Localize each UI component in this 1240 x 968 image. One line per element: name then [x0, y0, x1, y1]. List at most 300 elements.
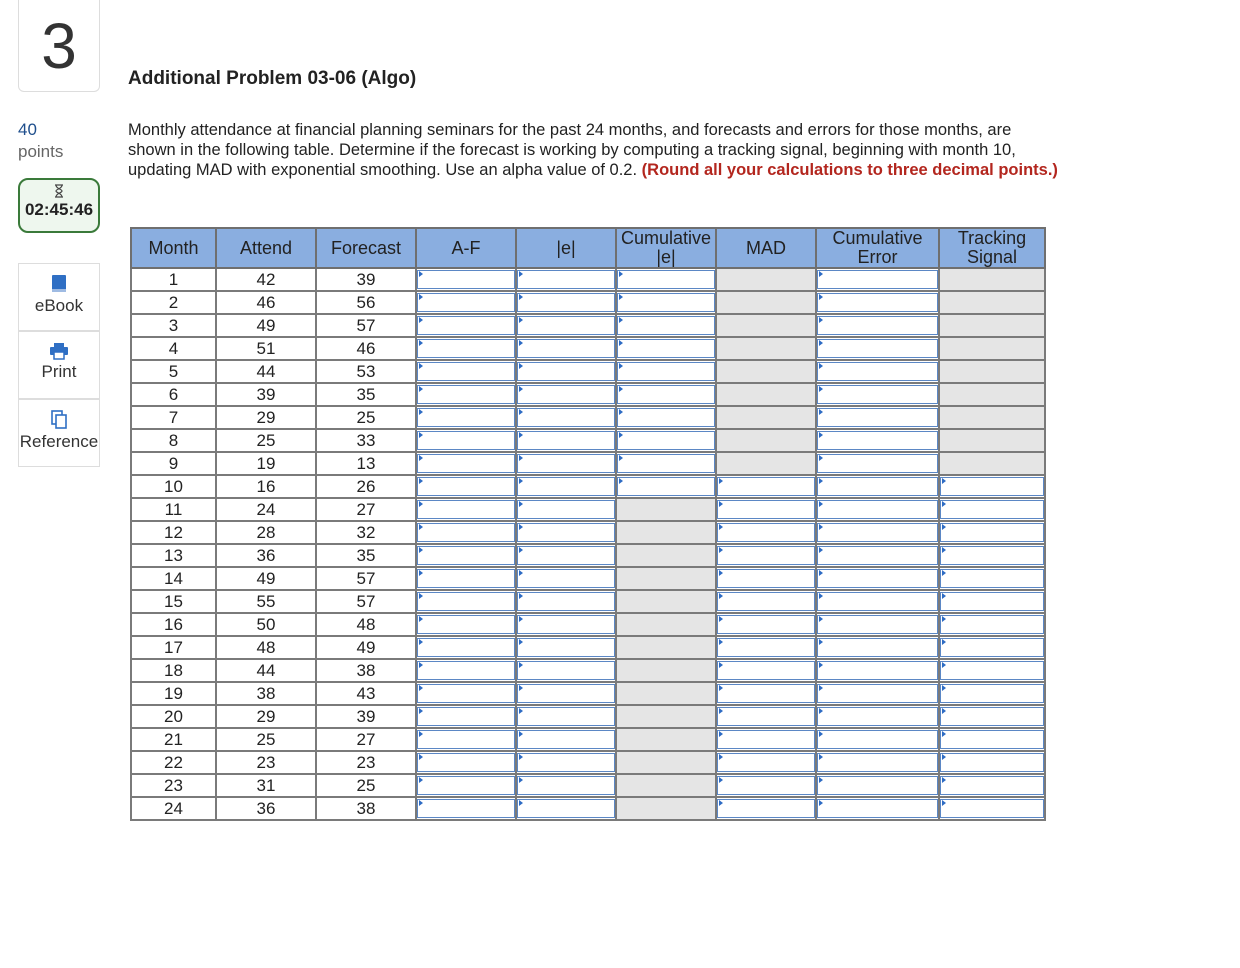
- cell-attend: 44: [216, 360, 316, 383]
- cumulative-error-input[interactable]: [817, 661, 938, 680]
- abs-error-input[interactable]: [517, 339, 615, 358]
- cumulative-error-input[interactable]: [817, 339, 938, 358]
- cumulative-error-input[interactable]: [817, 615, 938, 634]
- table-row: [131, 797, 1045, 820]
- input-cell: [616, 360, 716, 383]
- table-row: [131, 567, 1045, 590]
- a-f-input[interactable]: [417, 638, 515, 657]
- cell-month: 14: [131, 567, 216, 590]
- input-cell: [416, 751, 516, 774]
- cell-forecast: 25: [316, 774, 416, 797]
- a-f-input[interactable]: [417, 799, 515, 818]
- cell-month: 7: [131, 406, 216, 429]
- abs-error-input[interactable]: [517, 362, 615, 381]
- a-f-input[interactable]: [417, 385, 515, 404]
- input-cell: [816, 705, 939, 728]
- a-f-input[interactable]: [417, 431, 515, 450]
- tracking-signal-input[interactable]: [940, 638, 1044, 657]
- input-cell: [516, 751, 616, 774]
- a-f-input[interactable]: [417, 615, 515, 634]
- cell-forecast: 35: [316, 544, 416, 567]
- abs-error-input[interactable]: [517, 615, 615, 634]
- abs-error-input[interactable]: [517, 753, 615, 772]
- input-cell: [816, 751, 939, 774]
- input-cell: [716, 636, 816, 659]
- tracking-signal-input[interactable]: [940, 523, 1044, 542]
- input-cell: [416, 268, 516, 291]
- cell-forecast: 38: [316, 659, 416, 682]
- cumulative-abs-error-input[interactable]: [617, 362, 715, 381]
- abs-error-input[interactable]: [517, 316, 615, 335]
- cumulative-error-input[interactable]: [817, 408, 938, 427]
- disabled-cell: [616, 705, 716, 728]
- input-cell: [416, 682, 516, 705]
- abs-error-input[interactable]: [517, 661, 615, 680]
- abs-error-input[interactable]: [517, 592, 615, 611]
- a-f-input[interactable]: [417, 546, 515, 565]
- cell-attend: 29: [216, 705, 316, 728]
- abs-error-input[interactable]: [517, 638, 615, 657]
- reference-button[interactable]: [18, 399, 100, 467]
- ebook-button[interactable]: [18, 263, 100, 331]
- input-cell: [716, 728, 816, 751]
- tracking-signal-input[interactable]: [940, 661, 1044, 680]
- cumulative-error-input[interactable]: [817, 753, 938, 772]
- input-cell: [816, 659, 939, 682]
- cell-forecast: 33: [316, 429, 416, 452]
- cell-forecast: 23: [316, 751, 416, 774]
- disabled-cell: [716, 314, 816, 337]
- cell-forecast: 43: [316, 682, 416, 705]
- a-f-input[interactable]: [417, 776, 515, 795]
- tracking-signal-input[interactable]: [940, 707, 1044, 726]
- table-row: [131, 383, 1045, 406]
- tracking-signal-input[interactable]: [940, 569, 1044, 588]
- a-f-input[interactable]: [417, 408, 515, 427]
- abs-error-input[interactable]: [517, 385, 615, 404]
- input-cell: [939, 544, 1045, 567]
- cell-attend: 36: [216, 797, 316, 820]
- input-cell: [516, 682, 616, 705]
- cumulative-error-input[interactable]: [817, 477, 938, 496]
- cell-month: 6: [131, 383, 216, 406]
- a-f-input[interactable]: [417, 454, 515, 473]
- timer: [18, 178, 100, 233]
- tracking-signal-input[interactable]: [940, 592, 1044, 611]
- input-cell: [416, 567, 516, 590]
- tracking-signal-input[interactable]: [940, 546, 1044, 565]
- input-cell: [616, 337, 716, 360]
- input-cell: [716, 590, 816, 613]
- disabled-cell: [616, 636, 716, 659]
- reference-label: Reference: [19, 432, 99, 451]
- cell-forecast: 57: [316, 314, 416, 337]
- cell-attend: 48: [216, 636, 316, 659]
- mad-input[interactable]: [717, 477, 815, 496]
- cumulative-error-input[interactable]: [817, 684, 938, 703]
- abs-error-input[interactable]: [517, 684, 615, 703]
- input-cell: [516, 360, 616, 383]
- input-cell: [616, 314, 716, 337]
- input-cell: [416, 360, 516, 383]
- input-cell: [516, 314, 616, 337]
- disabled-cell: [939, 337, 1045, 360]
- rounding-instruction: (Round all your calculations to three decimal points.): [641, 161, 1058, 179]
- input-cell: [516, 613, 616, 636]
- table-row: [131, 705, 1045, 728]
- input-cell: [416, 521, 516, 544]
- abs-error-input[interactable]: [517, 546, 615, 565]
- input-cell: [816, 498, 939, 521]
- input-cell: [939, 797, 1045, 820]
- input-cell: [416, 475, 516, 498]
- input-cell: [716, 567, 816, 590]
- question-number: 3: [18, 0, 100, 92]
- header-abs-error: |e|: [516, 228, 616, 268]
- a-f-input[interactable]: [417, 293, 515, 312]
- cell-month: 16: [131, 613, 216, 636]
- cell-month: 12: [131, 521, 216, 544]
- input-cell: [939, 590, 1045, 613]
- cumulative-abs-error-input[interactable]: [617, 454, 715, 473]
- a-f-input[interactable]: [417, 316, 515, 335]
- input-cell: [816, 728, 939, 751]
- cumulative-abs-error-input[interactable]: [617, 339, 715, 358]
- disabled-cell: [939, 268, 1045, 291]
- tracking-signal-input[interactable]: [940, 776, 1044, 795]
- abs-error-input[interactable]: [517, 454, 615, 473]
- input-cell: [416, 544, 516, 567]
- a-f-input[interactable]: [417, 684, 515, 703]
- input-cell: [616, 452, 716, 475]
- cumulative-error-input[interactable]: [817, 293, 938, 312]
- cell-attend: 31: [216, 774, 316, 797]
- cell-attend: 19: [216, 452, 316, 475]
- a-f-input[interactable]: [417, 339, 515, 358]
- cumulative-error-input[interactable]: [817, 707, 938, 726]
- mad-input[interactable]: [717, 615, 815, 634]
- input-cell: [516, 636, 616, 659]
- input-cell: [816, 636, 939, 659]
- input-cell: [816, 337, 939, 360]
- input-cell: [816, 383, 939, 406]
- hourglass-icon: [54, 184, 64, 198]
- cumulative-abs-error-input[interactable]: [617, 477, 715, 496]
- a-f-input[interactable]: [417, 569, 515, 588]
- table-row: [131, 337, 1045, 360]
- input-cell: [716, 613, 816, 636]
- cumulative-error-input[interactable]: [817, 316, 938, 335]
- cell-month: 23: [131, 774, 216, 797]
- input-cell: [939, 705, 1045, 728]
- input-cell: [516, 429, 616, 452]
- mad-input[interactable]: [717, 546, 815, 565]
- cell-month: 13: [131, 544, 216, 567]
- cumulative-error-input[interactable]: [817, 523, 938, 542]
- input-cell: [716, 774, 816, 797]
- cell-attend: 44: [216, 659, 316, 682]
- abs-error-input[interactable]: [517, 477, 615, 496]
- cell-attend: 46: [216, 291, 316, 314]
- input-cell: [416, 337, 516, 360]
- input-cell: [939, 475, 1045, 498]
- abs-error-input[interactable]: [517, 408, 615, 427]
- disabled-cell: [716, 383, 816, 406]
- print-button[interactable]: [18, 331, 100, 399]
- cell-forecast: 39: [316, 705, 416, 728]
- cell-attend: 25: [216, 728, 316, 751]
- disabled-cell: [616, 590, 716, 613]
- disabled-cell: [716, 337, 816, 360]
- tracking-signal-input[interactable]: [940, 730, 1044, 749]
- input-cell: [716, 521, 816, 544]
- input-cell: [816, 429, 939, 452]
- disabled-cell: [716, 429, 816, 452]
- mad-input[interactable]: [717, 799, 815, 818]
- cumulative-error-input[interactable]: [817, 569, 938, 588]
- a-f-input[interactable]: [417, 707, 515, 726]
- a-f-input[interactable]: [417, 730, 515, 749]
- abs-error-input[interactable]: [517, 730, 615, 749]
- cumulative-error-input[interactable]: [817, 431, 938, 450]
- points-value: 40: [18, 120, 37, 139]
- cell-month: 3: [131, 314, 216, 337]
- cell-attend: 51: [216, 337, 316, 360]
- input-cell: [516, 452, 616, 475]
- input-cell: [416, 429, 516, 452]
- input-cell: [616, 383, 716, 406]
- input-cell: [516, 567, 616, 590]
- cell-attend: 28: [216, 521, 316, 544]
- cumulative-error-input[interactable]: [817, 776, 938, 795]
- header-row: [131, 228, 1045, 268]
- cumulative-error-input[interactable]: [817, 799, 938, 818]
- input-cell: [816, 613, 939, 636]
- tracking-signal-input[interactable]: [940, 500, 1044, 519]
- disabled-cell: [939, 429, 1045, 452]
- input-cell: [816, 314, 939, 337]
- cell-attend: 36: [216, 544, 316, 567]
- mad-input[interactable]: [717, 684, 815, 703]
- disabled-cell: [939, 406, 1045, 429]
- table-row: [131, 751, 1045, 774]
- input-cell: [416, 291, 516, 314]
- cell-forecast: 57: [316, 590, 416, 613]
- input-cell: [416, 314, 516, 337]
- disabled-cell: [616, 544, 716, 567]
- disabled-cell: [939, 291, 1045, 314]
- tracking-signal-input[interactable]: [940, 799, 1044, 818]
- tracking-signal-input[interactable]: [940, 753, 1044, 772]
- input-cell: [416, 659, 516, 682]
- disabled-cell: [616, 682, 716, 705]
- cumulative-error-input[interactable]: [817, 362, 938, 381]
- cumulative-error-input[interactable]: [817, 500, 938, 519]
- cell-month: 19: [131, 682, 216, 705]
- a-f-input[interactable]: [417, 362, 515, 381]
- table-row: [131, 498, 1045, 521]
- mad-input[interactable]: [717, 776, 815, 795]
- cumulative-error-input[interactable]: [817, 454, 938, 473]
- table-row: [131, 544, 1045, 567]
- disabled-cell: [616, 498, 716, 521]
- cumulative-error-input[interactable]: [817, 592, 938, 611]
- disabled-cell: [939, 383, 1045, 406]
- input-cell: [516, 337, 616, 360]
- input-cell: [939, 521, 1045, 544]
- abs-error-input[interactable]: [517, 431, 615, 450]
- input-cell: [516, 521, 616, 544]
- cell-attend: 16: [216, 475, 316, 498]
- cell-month: 17: [131, 636, 216, 659]
- a-f-input[interactable]: [417, 661, 515, 680]
- input-cell: [716, 659, 816, 682]
- cumulative-abs-error-input[interactable]: [617, 270, 715, 289]
- cell-forecast: 49: [316, 636, 416, 659]
- problem-description: [128, 120, 1063, 180]
- a-f-input[interactable]: [417, 592, 515, 611]
- cumulative-abs-error-input[interactable]: [617, 431, 715, 450]
- timer-value: 02:45:46: [24, 200, 94, 219]
- input-cell: [939, 774, 1045, 797]
- input-cell: [616, 291, 716, 314]
- abs-error-input[interactable]: [517, 707, 615, 726]
- table-row: [131, 429, 1045, 452]
- header-attend: Attend: [216, 228, 316, 268]
- disabled-cell: [716, 406, 816, 429]
- input-cell: [716, 797, 816, 820]
- input-cell: [416, 452, 516, 475]
- header-a-f: A-F: [416, 228, 516, 268]
- header-cumulative-error: Cumulative Error: [816, 228, 939, 268]
- mad-input[interactable]: [717, 730, 815, 749]
- table-row: [131, 291, 1045, 314]
- disabled-cell: [939, 452, 1045, 475]
- input-cell: [816, 268, 939, 291]
- cell-forecast: 25: [316, 406, 416, 429]
- table-row: [131, 659, 1045, 682]
- a-f-input[interactable]: [417, 270, 515, 289]
- cumulative-error-input[interactable]: [817, 546, 938, 565]
- cell-month: 15: [131, 590, 216, 613]
- abs-error-input[interactable]: [517, 523, 615, 542]
- cumulative-error-input[interactable]: [817, 270, 938, 289]
- mad-input[interactable]: [717, 500, 815, 519]
- input-cell: [716, 544, 816, 567]
- ebook-label: eBook: [34, 296, 84, 315]
- input-cell: [416, 705, 516, 728]
- input-cell: [416, 406, 516, 429]
- cell-forecast: 57: [316, 567, 416, 590]
- cell-month: 21: [131, 728, 216, 751]
- input-cell: [939, 682, 1045, 705]
- input-cell: [516, 797, 616, 820]
- cumulative-error-input[interactable]: [817, 385, 938, 404]
- cell-attend: 49: [216, 567, 316, 590]
- cumulative-abs-error-input[interactable]: [617, 385, 715, 404]
- cell-forecast: 35: [316, 383, 416, 406]
- input-cell: [416, 797, 516, 820]
- mad-input[interactable]: [717, 661, 815, 680]
- mad-input[interactable]: [717, 523, 815, 542]
- tracking-signal-input[interactable]: [940, 684, 1044, 703]
- tracking-signal-input[interactable]: [940, 615, 1044, 634]
- cumulative-abs-error-input[interactable]: [617, 293, 715, 312]
- header-mad: MAD: [716, 228, 816, 268]
- abs-error-input[interactable]: [517, 799, 615, 818]
- input-cell: [816, 682, 939, 705]
- cell-attend: 49: [216, 314, 316, 337]
- cumulative-error-input[interactable]: [817, 638, 938, 657]
- cell-attend: 24: [216, 498, 316, 521]
- mad-input[interactable]: [717, 707, 815, 726]
- input-cell: [716, 751, 816, 774]
- table-row: [131, 636, 1045, 659]
- disabled-cell: [616, 797, 716, 820]
- cell-month: 22: [131, 751, 216, 774]
- input-cell: [939, 498, 1045, 521]
- description-text: Monthly attendance at financial planning seminars for the past 24 months, and forecasts and errors for those months, are shown in the following table. Determine if the forecast is working by computing a tracking signal, beginning with month 10, updating MAD with exponential smoothing. Use an alpha value of 0.2.: [128, 121, 1016, 179]
- disabled-cell: [716, 360, 816, 383]
- a-f-input[interactable]: [417, 500, 515, 519]
- cell-forecast: 56: [316, 291, 416, 314]
- a-f-input[interactable]: [417, 753, 515, 772]
- book-icon: [50, 274, 68, 294]
- abs-error-input[interactable]: [517, 500, 615, 519]
- abs-error-input[interactable]: [517, 270, 615, 289]
- input-cell: [616, 475, 716, 498]
- disabled-cell: [716, 268, 816, 291]
- mad-input[interactable]: [717, 569, 815, 588]
- cell-month: 8: [131, 429, 216, 452]
- attendance-table: [130, 227, 1046, 821]
- header-month: Month: [131, 228, 216, 268]
- abs-error-input[interactable]: [517, 293, 615, 312]
- a-f-input[interactable]: [417, 477, 515, 496]
- a-f-input[interactable]: [417, 523, 515, 542]
- mad-input[interactable]: [717, 638, 815, 657]
- input-cell: [416, 590, 516, 613]
- abs-error-input[interactable]: [517, 569, 615, 588]
- cell-forecast: 46: [316, 337, 416, 360]
- cumulative-abs-error-input[interactable]: [617, 408, 715, 427]
- input-cell: [716, 498, 816, 521]
- abs-error-input[interactable]: [517, 776, 615, 795]
- input-cell: [939, 751, 1045, 774]
- printer-icon: [49, 342, 69, 360]
- header-forecast: Forecast: [316, 228, 416, 268]
- cell-attend: 38: [216, 682, 316, 705]
- input-cell: [516, 705, 616, 728]
- disabled-cell: [616, 613, 716, 636]
- input-cell: [516, 659, 616, 682]
- mad-input[interactable]: [717, 753, 815, 772]
- input-cell: [516, 475, 616, 498]
- cumulative-abs-error-input[interactable]: [617, 316, 715, 335]
- tracking-signal-input[interactable]: [940, 477, 1044, 496]
- mad-input[interactable]: [717, 592, 815, 611]
- input-cell: [416, 728, 516, 751]
- input-cell: [716, 682, 816, 705]
- disabled-cell: [716, 291, 816, 314]
- cumulative-error-input[interactable]: [817, 730, 938, 749]
- input-cell: [516, 728, 616, 751]
- input-cell: [516, 590, 616, 613]
- cell-forecast: 26: [316, 475, 416, 498]
- cell-month: 1: [131, 268, 216, 291]
- input-cell: [816, 291, 939, 314]
- cell-attend: 42: [216, 268, 316, 291]
